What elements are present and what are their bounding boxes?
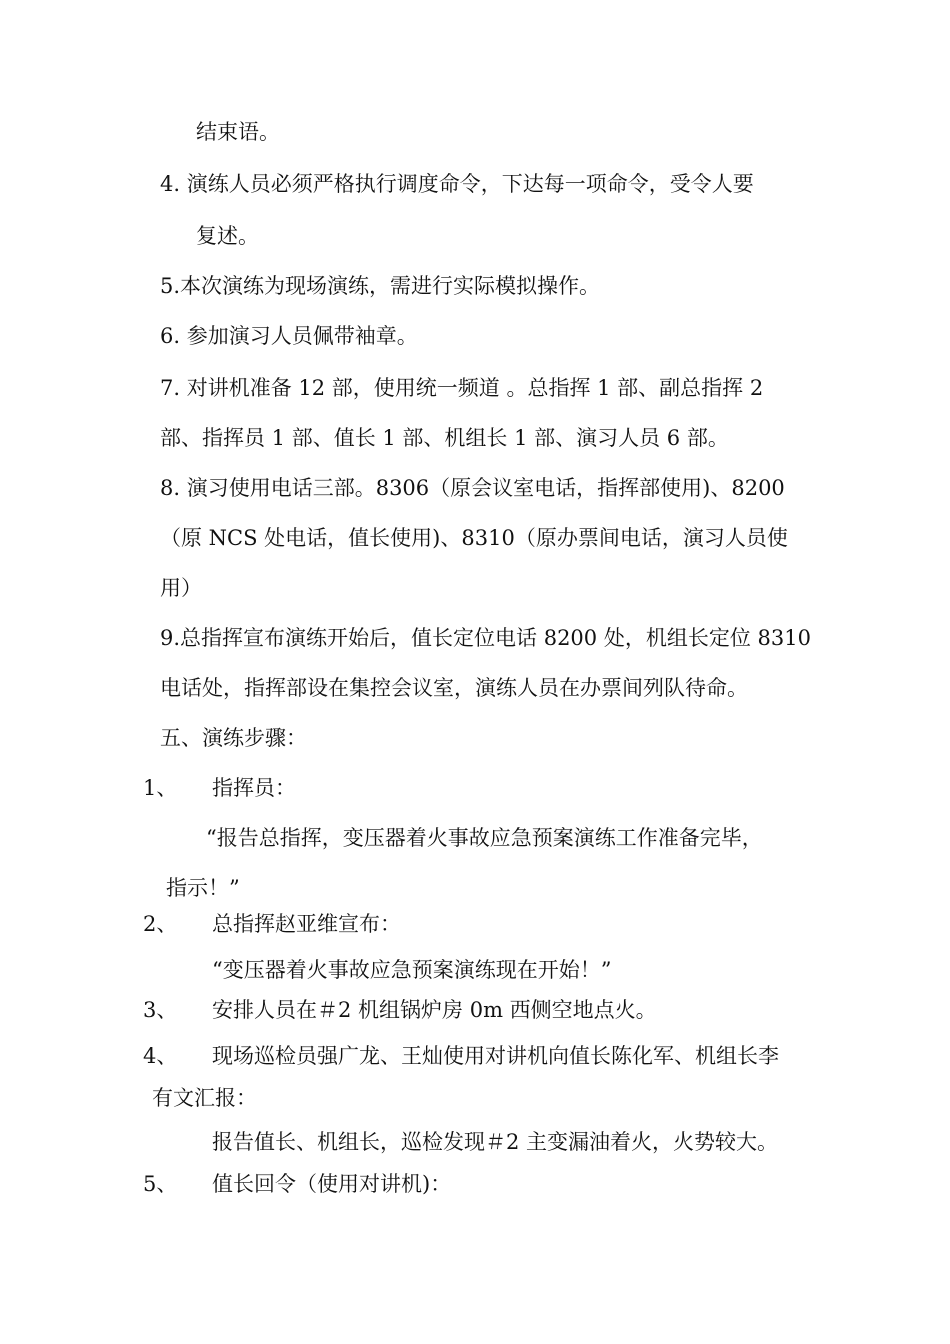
item-4-line-2: 复述。 bbox=[196, 224, 259, 248]
step-4-report: 报告值长、机组长，巡检发现＃2 主变漏油着火，火势较大。 bbox=[212, 1130, 779, 1154]
step-4-number: 4、 bbox=[143, 1044, 178, 1068]
step-3-number: 3、 bbox=[143, 998, 178, 1022]
step-5-text: 值长回令（使用对讲机)： bbox=[212, 1172, 452, 1196]
step-4-text-line-2: 有文汇报： bbox=[152, 1086, 257, 1110]
item-9-line-1: 9.总指挥宣布演练开始后，值长定位电话 8200 处，机组长定位 8310 bbox=[160, 626, 811, 650]
step-3-text: 安排人员在＃2 机组锅炉房 0m 西侧空地点火。 bbox=[212, 998, 657, 1022]
closing-remark-line: 结束语。 bbox=[196, 120, 280, 144]
step-1-text: 指挥员： bbox=[212, 776, 296, 800]
item-8-line-1: 8. 演习使用电话三部。8306（原会议室电话，指挥部使用)、8200 bbox=[160, 476, 785, 500]
item-8-line-2: （原 NCS 处电话，值长使用)、8310（原办票间电话，演习人员使 bbox=[160, 526, 788, 550]
step-1-quote-line-2: 指示！” bbox=[166, 876, 240, 900]
step-1-number: 1、 bbox=[143, 776, 178, 800]
item-6-line: 6. 参加演习人员佩带袖章。 bbox=[160, 324, 418, 348]
item-7-line-2: 部、指挥员 1 部、值长 1 部、机组长 1 部、演习人员 6 部。 bbox=[160, 426, 729, 450]
step-2-text: 总指挥赵亚维宣布： bbox=[212, 912, 401, 936]
step-2-quote: “变压器着火事故应急预案演练现在开始！” bbox=[212, 958, 612, 982]
item-7-line-1: 7. 对讲机准备 12 部，使用统一频道 。总指挥 1 部、副总指挥 2 bbox=[160, 376, 764, 400]
item-8-line-3: 用） bbox=[160, 576, 202, 600]
step-5-number: 5、 bbox=[143, 1172, 178, 1196]
step-2-number: 2、 bbox=[143, 912, 178, 936]
item-4-line-1 bbox=[160, 170, 806, 198]
item-5-line: 5.本次演练为现场演练，需进行实际模拟操作。 bbox=[160, 274, 601, 298]
step-1-quote-line-1: “报告总指挥，变压器着火事故应急预案演练工作准备完毕， bbox=[206, 826, 763, 850]
section-5-heading: 五、演练步骤： bbox=[160, 726, 307, 750]
item-9-line-2: 电话处，指挥部设在集控会议室，演练人员在办票间列队待命。 bbox=[160, 676, 748, 700]
step-4-text-line-1: 现场巡检员强广龙、王灿使用对讲机向值长陈化军、机组长李 bbox=[212, 1044, 779, 1068]
item-4-text: 4. 演练人员必须严格执行调度命令，下达每一项命令，受令人要 bbox=[160, 172, 754, 196]
